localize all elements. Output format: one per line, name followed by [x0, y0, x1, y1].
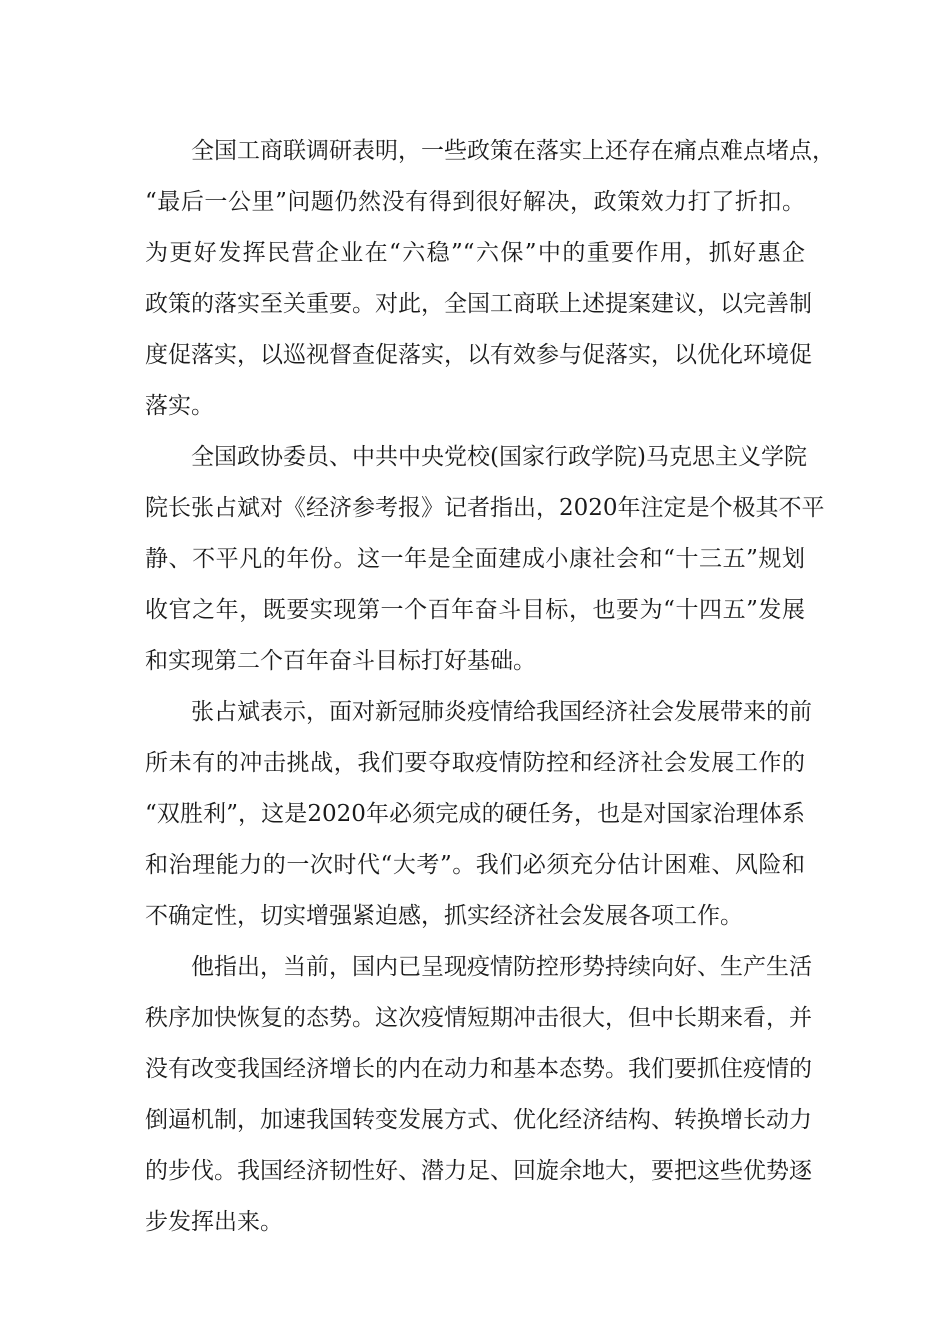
paragraph-2-line-4: 收官之年，既要实现第一个百年奋斗目标，也要为“十四五”发展 [145, 597, 805, 623]
paragraph-4-line-3: 没有改变我国经济增长的内在动力和基本态势。我们要抓住疫情的 [145, 1056, 812, 1082]
paragraph-3-line-4: 和治理能力的一次时代“大考”。我们必须充分估计困难、风险和 [145, 852, 805, 878]
paragraph-3-line-3: “双胜利”，这是2020年必须完成的硬任务，也是对国家治理体系 [145, 801, 805, 827]
paragraph-4-line-2: 秩序加快恢复的态势。这次疫情短期冲击很大，但中长期来看，并 [145, 1005, 812, 1031]
paragraph-1-line-3: 为更好发挥民营企业在“六稳”“六保”中的重要作用，抓好惠企 [145, 240, 805, 266]
paragraph-3-line-2: 所未有的冲击挑战，我们要夺取疫情防控和经济社会发展工作的 [145, 750, 805, 776]
paragraph-1-line-6: 落实。 [145, 393, 214, 419]
paragraph-1-line-4: 政策的落实至关重要。对此，全国工商联上述提案建议，以完善制 [145, 291, 812, 317]
paragraph-2-line-5: 和实现第二个百年奋斗目标打好基础。 [145, 648, 536, 674]
document-body [145, 126, 835, 1248]
paragraph-1-line-5: 度促落实，以巡视督查促落实，以有效参与促落实，以优化环境促 [145, 342, 812, 368]
paragraph-2-line-2: 院长张占斌对《经济参考报》记者指出，2020年注定是个极其不平 [145, 495, 825, 521]
paragraph-4-line-5: 的步伐。我国经济韧性好、潜力足、回旋余地大，要把这些优势逐 [145, 1158, 812, 1184]
paragraph-2-line-1: 全国政协委员、中共中央党校(国家行政学院)马克思主义学院 [191, 444, 807, 470]
paragraph-3-line-5: 不确定性，切实增强紧迫感，抓实经济社会发展各项工作。 [145, 903, 743, 929]
paragraph-2-line-3: 静、不平凡的年份。这一年是全面建成小康社会和“十三五”规划 [145, 546, 805, 572]
paragraph-4-line-1: 他指出，当前，国内已呈现疫情防控形势持续向好、生产生活 [191, 954, 812, 980]
paragraph-1-line-1: 全国工商联调研表明，一些政策在落实上还存在痛点难点堵点， [191, 138, 835, 164]
paragraph-4-line-4: 倒逼机制，加速我国转变发展方式、优化经济结构、转换增长动力 [145, 1107, 812, 1133]
paragraph-3-line-1: 张占斌表示，面对新冠肺炎疫情给我国经济社会发展带来的前 [191, 699, 812, 725]
paragraph-1-line-2: “最后一公里”问题仍然没有得到很好解决，政策效力打了折扣。 [145, 189, 805, 215]
paragraph-4-line-6: 步发挥出来。 [145, 1209, 283, 1235]
